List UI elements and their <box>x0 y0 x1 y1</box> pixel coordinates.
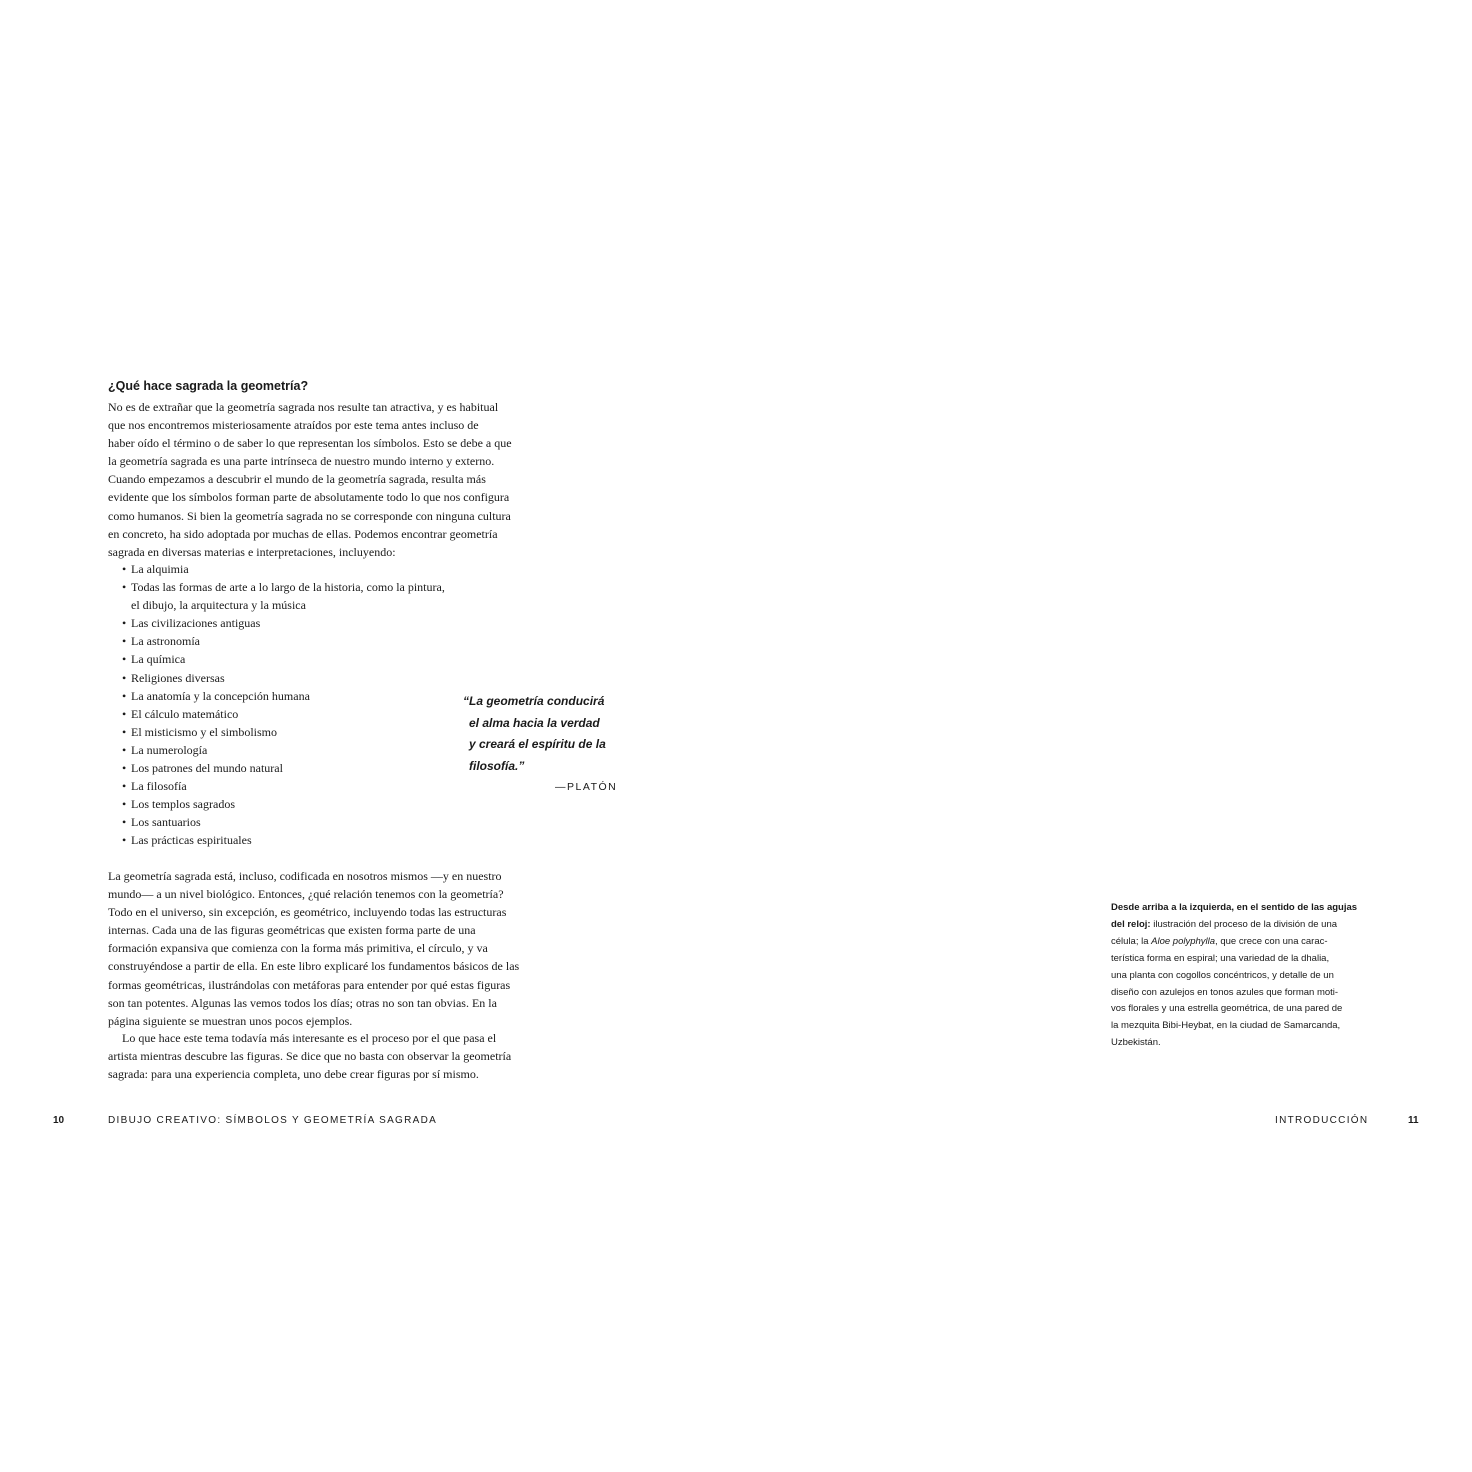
bullet-icon: • <box>122 833 127 848</box>
list-item-text: Las civilizaciones antiguas <box>131 616 261 631</box>
running-head-left: DIBUJO CREATIVO: SÍMBOLOS Y GEOMETRÍA SAGRADA <box>108 1115 438 1126</box>
caption-text: la mezquita Bibi-Heybat, en la ciudad de Samarcanda, <box>1111 1020 1341 1032</box>
intro-paragraph <box>108 398 548 561</box>
bullet-icon: • <box>122 670 127 685</box>
caption-text: , que crece con una carac- <box>1215 935 1328 947</box>
paragraph-line: mundo— a un nivel biológico. Entonces, ¿qué relación tenemos con la geometría? <box>108 887 504 902</box>
caption-line <box>1111 1001 1357 1018</box>
list-item-text: Las prácticas espirituales <box>131 833 252 848</box>
caption-line <box>1111 985 1357 1002</box>
quote-line: “La geometría conducirá <box>463 694 605 708</box>
quote-line: el alma hacia la verdad <box>469 715 600 730</box>
list-item-continuation: el dibujo, la arquitectura y la música <box>131 598 306 613</box>
paragraph-line: formación expansiva que comienza con la forma más primitiva, el círculo, y va <box>108 941 488 956</box>
list-item <box>122 777 445 795</box>
list-item <box>122 795 445 813</box>
bullet-icon: • <box>122 652 127 667</box>
caption-text: vos florales y una estrella geométrica, de una pared de <box>1111 1003 1343 1015</box>
caption-text: terística forma en espiral; una variedad de la dhalia, <box>1111 952 1330 964</box>
list-item <box>122 813 445 831</box>
list-item-text: El misticismo y el simbolismo <box>131 724 278 739</box>
bullet-icon: • <box>122 815 127 830</box>
caption-text: diseño con azulejos en tonos azules que forman moti- <box>1111 986 1339 998</box>
paragraph-line: evidente que los símbolos forman parte de absolutamente todo lo que nos configura <box>108 490 510 505</box>
paragraph-line: que nos encontremos misteriosamente atraídos por este tema antes incluso de <box>108 418 479 433</box>
caption-bold: Desde arriba a la izquierda, en el sentido de las agujas <box>1111 902 1358 913</box>
paragraph-line: sagrada: para una experiencia completa, uno debe crear figuras por sí mismo. <box>108 1067 479 1082</box>
quote-attribution: —PLATÓN <box>555 781 618 793</box>
paragraph-line: página siguiente se muestran unos pocos ejemplos. <box>108 1013 353 1028</box>
list-item-text: La anatomía y la concepción humana <box>131 688 310 703</box>
caption-line <box>1111 968 1357 985</box>
list-item <box>122 831 445 849</box>
caption-text: célula; la <box>1111 935 1152 947</box>
section-heading: ¿Qué hace sagrada la geometría? <box>108 379 309 393</box>
running-head-right: INTRODUCCIÓN <box>1275 1115 1369 1126</box>
paragraph-line: sagrada en diversas materias e interpretaciones, incluyendo: <box>108 544 396 559</box>
list-item-text: Religiones diversas <box>131 670 225 685</box>
bullet-icon: • <box>122 706 127 721</box>
caption-line <box>1111 900 1357 917</box>
list-item <box>122 687 445 705</box>
paragraph-line: la geometría sagrada es una parte intrínseca de nuestro mundo interno y externo. <box>108 454 495 469</box>
caption-text: una planta con cogollos concéntricos, y detalle de un <box>1111 969 1334 981</box>
bullet-icon: • <box>122 616 127 631</box>
body-paragraph-2 <box>108 1029 548 1083</box>
caption-line <box>1111 951 1357 968</box>
list-item <box>122 614 445 632</box>
caption-line <box>1111 1035 1357 1052</box>
list-item-text: Todas las formas de arte a lo largo de la historia, como la pintura, <box>131 580 445 595</box>
list-item-text: Los templos sagrados <box>131 797 235 812</box>
list-item-text: La química <box>131 652 186 667</box>
caption-text: Uzbekistán. <box>1111 1037 1161 1049</box>
bullet-icon: • <box>122 779 127 794</box>
paragraph-line: No es de extrañar que la geometría sagrada nos resulte tan atractiva, y es habitual <box>108 400 499 414</box>
paragraph-line: Cuando empezamos a descubrir el mundo de la geometría sagrada, resulta más <box>108 472 486 487</box>
list-item <box>122 578 445 614</box>
bullet-icon: • <box>122 634 127 649</box>
list-item <box>122 759 445 777</box>
caption-line <box>1111 917 1357 934</box>
paragraph-line: construyéndose a partir de ella. En este libro explicaré los fundamentos básicos de las <box>108 959 520 974</box>
bullet-icon: • <box>122 797 127 812</box>
paragraph-line: artista mientras descubre las figuras. Se dice que no basta con observar la geometría <box>108 1049 512 1064</box>
paragraph-line: formas geométricas, ilustrándolas con metáforas para entender por qué estas figuras <box>108 977 511 992</box>
list-item <box>122 560 445 578</box>
caption-italic: Aloe polyphylla <box>1151 935 1216 947</box>
list-item <box>122 650 445 668</box>
caption-bold: del reloj: <box>1111 918 1151 930</box>
paragraph-line: Todo en el universo, sin excepción, es geométrico, incluyendo todas las estructuras <box>108 905 507 920</box>
list-item-text: Los patrones del mundo natural <box>131 761 283 776</box>
body-paragraph-1 <box>108 867 548 1030</box>
list-item <box>122 723 445 741</box>
list-item <box>122 632 445 650</box>
caption-text: ilustración del proceso de la división de una <box>1150 918 1338 930</box>
list-item-text: La alquimia <box>131 562 189 576</box>
pull-quote <box>463 691 606 777</box>
list-item <box>122 669 445 687</box>
page-number-left: 10 <box>53 1115 65 1126</box>
paragraph-line: haber oído el término o de saber lo que representan los símbolos. Esto se debe a que <box>108 436 512 451</box>
paragraph-line: internas. Cada una de las figuras geométricas que existen forma parte de una <box>108 923 476 938</box>
bullet-icon: • <box>122 562 127 576</box>
list-item-text: Los santuarios <box>131 815 201 830</box>
bullet-icon: • <box>122 724 127 739</box>
list-item-text: La filosofía <box>131 779 187 794</box>
paragraph-line: son tan potentes. Algunas las vemos todos los días; otras no son tan obvias. En la <box>108 995 497 1010</box>
paragraph-line: como humanos. Si bien la geometría sagrada no se corresponde con ninguna cultura <box>108 508 511 523</box>
list-item <box>122 705 445 723</box>
topics-list <box>122 560 445 850</box>
image-caption <box>1111 900 1357 1052</box>
bullet-icon: • <box>122 761 127 776</box>
paragraph-line: La geometría sagrada está, incluso, codificada en nosotros mismos —y en nuestro <box>108 869 502 883</box>
quote-line: filosofía.” <box>469 758 525 773</box>
page-number-right: 11 <box>1408 1115 1419 1126</box>
paragraph-line: en concreto, ha sido adoptada por muchas de ellas. Podemos encontrar geometría <box>108 526 498 541</box>
list-item <box>122 741 445 759</box>
quote-line: y creará el espíritu de la <box>469 737 606 751</box>
list-item-text: La astronomía <box>131 634 200 649</box>
caption-line <box>1111 934 1357 951</box>
list-item-text: La numerología <box>131 742 208 757</box>
bullet-icon: • <box>122 742 127 757</box>
caption-line <box>1111 1018 1357 1035</box>
bullet-icon: • <box>122 688 127 703</box>
bullet-icon: • <box>122 580 127 595</box>
list-item-text: El cálculo matemático <box>131 706 239 721</box>
paragraph-line: Lo que hace este tema todavía más interesante es el proceso por el que pasa el <box>122 1031 497 1045</box>
